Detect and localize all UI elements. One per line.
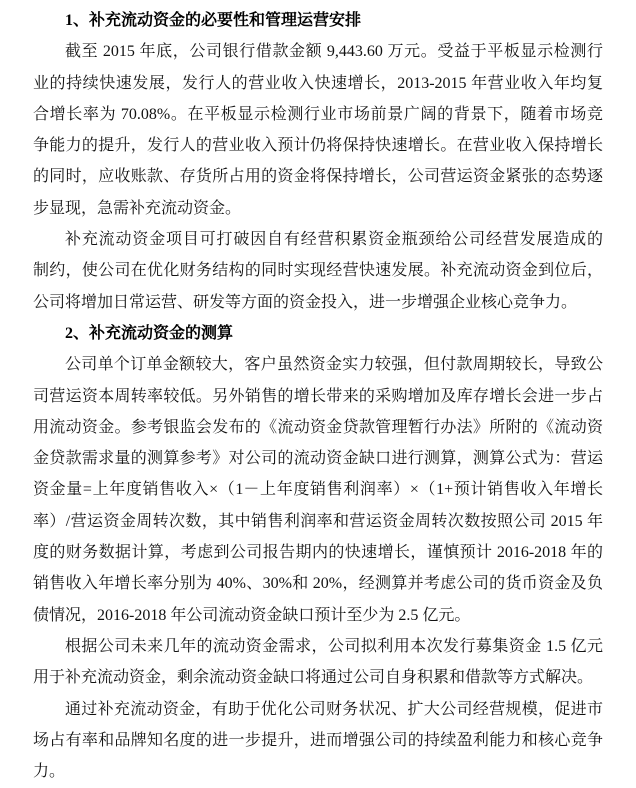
text-line: 销售收入年增长率分别为 40%、30%和 20%，经测算并考虑公司的货币资金及负 [33,575,603,593]
text-line: 用于补充流动资金，剩余流动资金缺口将通过公司自身积累和借款等方式解决。 [33,669,594,687]
text-line: 场占有率和品牌知名度的进一步提升，进而增强公司的持续盈利能力和核心竞争 [33,731,603,749]
text-line: 率）/营运资金周转次数，其中销售利润率和营运资金周转次数按照公司 2015 年 [33,512,603,530]
text-line: 公司将增加日常运营、研发等方面的资金投入，进一步增强企业核心竞争力。 [33,293,578,311]
text-line: 步显现，急需补充流动资金。 [33,199,242,217]
text-line: 截至 2015 年底，公司银行借款金额 9,443.60 万元。受益于平板显示检测行 [65,43,603,61]
text-line: 制约，使公司在优化财务结构的同时实现经营快速发展。补充流动资金到位后， [33,262,603,280]
text-line: 通过补充流动资金，有助于优化公司财务状况、扩大公司经营规模，促进市 [65,700,603,718]
heading-working-capital-calculation: 2、补充流动资金的测算 [65,324,234,342]
text-line: 的同时，应收账款、存货所占用的资金将保持增长，公司营运资金紧张的态势逐 [33,168,603,186]
text-line: 补充流动资金项目可打破因自有经营积累资金瓶颈给公司经营发展造成的 [65,231,603,249]
text-line: 金贷款需求量的测算参考》对公司的流动资金缺口进行测算，测算公式为：营运 [33,450,603,468]
text-line: 资金量=上年度销售收入×（1－上年度销售利润率）×（1+预计销售收入年增长 [33,481,603,499]
text-line: 争能力的提升，发行人的营业收入预计仍将保持快速增长。在营业收入保持增长 [33,137,603,155]
text-line: 司营运资本周转率较低。另外销售的增长带来的采购增加及库存增长会进一步占 [33,387,603,405]
text-line: 度的财务数据计算，考虑到公司报告期内的快速增长，谨慎预计 2016-2018 年的 [33,544,603,562]
text-line: 业的持续快速发展，发行人的营业收入快速增长，2013-2015 年营业收入年均复 [33,74,603,92]
text-line: 公司单个订单金额较大，客户虽然资金实力较强，但付款周期较长，导致公 [65,356,603,374]
text-line: 合增长率为 70.08%。在平板显示检测行业市场前景广阔的背景下，随着市场竞 [33,105,603,123]
heading-working-capital-necessity: 1、补充流动资金的必要性和管理运营安排 [65,12,362,29]
text-line: 力。 [33,763,66,781]
text-line: 债情况，2016-2018 年公司流动资金缺口预计至少为 2.5 亿元。 [33,606,471,624]
text-line: 用流动资金。参考银监会发布的《流动资金贷款管理暂行办法》所附的《流动资 [33,418,603,436]
text-line: 根据公司未来几年的流动资金需求，公司拟利用本次发行募集资金 1.5 亿元 [65,637,603,655]
